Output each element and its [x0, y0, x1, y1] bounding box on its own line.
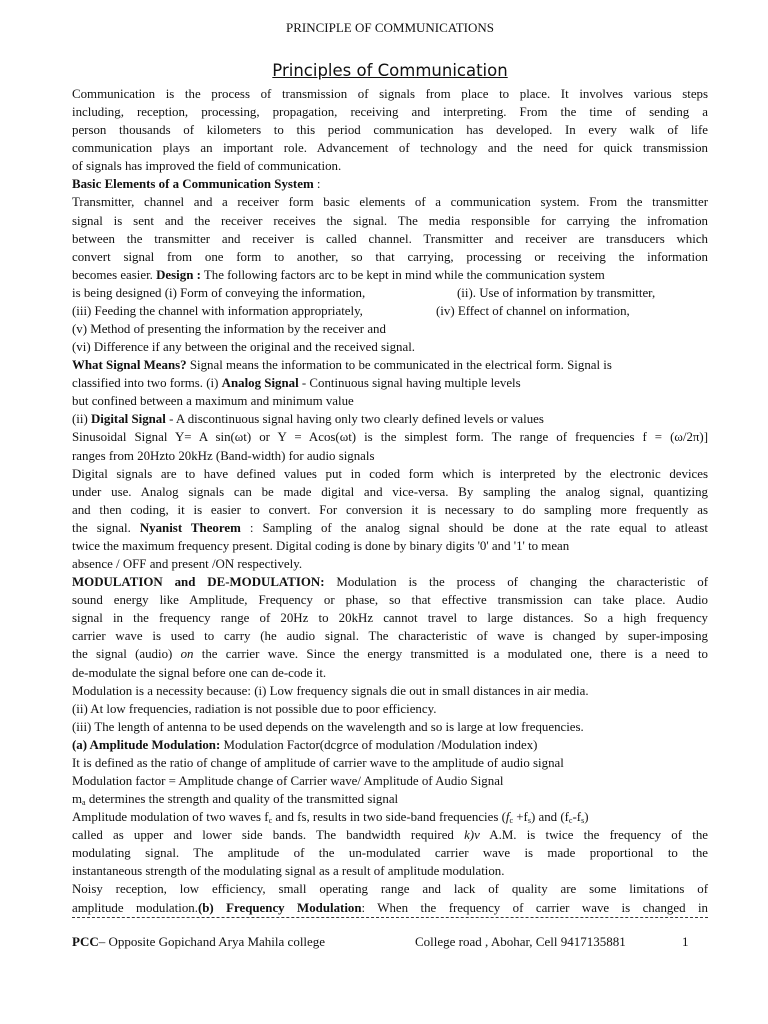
paragraph-line: instantaneous strength of the modulating signal as a result of amplitude modulation. — [72, 864, 505, 879]
paragraph-line: person thousands of kilometers to this period communication has developed. In every walk of life — [72, 123, 708, 138]
paragraph-line: Digital signals are to have defined values put in coded form which is interpreted by the electronic devices — [72, 466, 708, 481]
footer-address: College road , Abohar, Cell 9417135881 — [415, 934, 626, 949]
text-run: k)v — [464, 828, 480, 843]
subscript: s — [527, 816, 531, 826]
signal-label: What Signal Means? — [72, 358, 187, 373]
text-run: : Sampling of the analog signal should be done at the rate equal to atleast — [240, 520, 708, 535]
text-run: Modulation Factor(dcgrce of modulation /Modulation index) — [220, 737, 538, 752]
factor-i: is being designed (i) Form of conveying the information, — [72, 285, 366, 300]
factor-v: (v) Method of presenting the information by the receiver and — [72, 322, 386, 337]
text-run: A.M. is twice the frequency of the — [479, 828, 708, 843]
paragraph-line: Modulation is a necessity because: (i) Low frequency signals die out in small distances in air media. — [72, 683, 589, 698]
subscript: c — [268, 816, 273, 826]
paragraph-line: Sinusoidal Signal Y= A sin(ωt) or Y = Acos(ωt) is the simplest form. The range of frequencies f = (ω/2π)] — [72, 430, 708, 445]
digital-signal-label: Digital Signal — [90, 412, 166, 427]
text-run: Amplitude modulation of two waves f — [72, 810, 269, 825]
text-run: on — [180, 647, 194, 662]
paragraph-line: of signals has improved the field of communication. — [72, 159, 342, 174]
heading-colon: : — [313, 177, 321, 192]
signal-line — [72, 356, 708, 374]
am-line — [72, 808, 708, 826]
section-heading-line — [72, 175, 708, 193]
design-label: Design : — [156, 267, 201, 282]
factor-ii: (ii). Use of information by transmitter, — [457, 285, 656, 300]
text-run: amplitude modulation. — [72, 900, 198, 915]
modulation-line — [72, 645, 708, 663]
basic-elements-heading: Basic Elements of a Communication System — [72, 177, 314, 192]
am-line — [72, 899, 708, 917]
signal-line — [72, 374, 708, 392]
subscript: c — [509, 816, 514, 826]
text-run: - A discontinuous signal having only two clearly defined levels or values — [165, 412, 544, 427]
am-line — [72, 826, 708, 844]
text-run: classified into two forms. (i) — [72, 376, 222, 391]
text-run: m — [72, 792, 83, 807]
paragraph-line: twice the maximum frequency present. Digital coding is done by binary digits '0' and '1' to mean — [72, 538, 570, 553]
text-run: ) — [584, 810, 589, 825]
paragraph-line: (iii) The length of antenna to be used depends on the wavelength and so is large at low frequencies. — [72, 719, 584, 734]
text-run: (ii) — [72, 412, 91, 427]
text-run: becomes easier. — [72, 267, 157, 282]
modulation-label: MODULATION and DE-MODULATION: — [72, 575, 325, 590]
paragraph-line: Communication is the process of transmission of signals from place to place. It involves various steps — [72, 87, 708, 101]
signal-line — [72, 410, 708, 428]
factor-line — [72, 284, 708, 302]
paragraph-line: modulating signal. The amplitude of the un-modulated carrier wave is made proportional to the — [72, 846, 708, 861]
paragraph-line: sound energy like Amplitude, Frequency or phase, so that effective transmission can take place. Audio — [72, 593, 708, 608]
paragraph-line: including, reception, processing, propagation, receiving and interpreting. From the time of sending a — [72, 105, 708, 120]
paragraph-line: but confined between a maximum and minimum value — [72, 394, 354, 409]
paragraph-line: under use. Analog signals can be made digital and vice-versa. By sampling the analog signal, quantizing — [72, 484, 708, 499]
text-run: - Continuous signal having multiple levels — [298, 376, 521, 391]
factor-vi: (vi) Difference if any between the original and the received signal. — [72, 340, 416, 355]
document-page — [72, 0, 708, 1024]
text-run: : When the frequency of carrier wave is changed in — [361, 900, 708, 915]
modulation-line — [72, 573, 708, 591]
paragraph-line: communication plays an important role. Advancement of technology and the need for quick transmission — [72, 141, 708, 156]
paragraph-line: Modulation factor = Amplitude change of Carrier wave/ Amplitude of Audio Signal — [72, 773, 504, 788]
text-run: and fs, results in two side-band frequencies ( — [272, 810, 506, 825]
paragraph-line: carrier wave is used to carry (he audio signal. The characteristic of wave is changed by super-imposing — [72, 629, 708, 644]
paragraph-line: It is defined as the ratio of change of amplitude of carrier wave to the amplitude of audio signal — [72, 755, 564, 770]
subscript: c — [568, 816, 573, 826]
text-run: f — [505, 810, 510, 825]
paragraph-line: and then coding, it is easier to convert. For conversion it is necessary to do sampling more frequently as — [72, 502, 708, 517]
frequency-modulation-label: (b) Frequency Modulation — [197, 900, 362, 915]
footer-left-text: – Opposite Gopichand Arya Mahila college — [98, 934, 326, 949]
text-run: +f — [513, 810, 528, 825]
text-run: called as upper and lower side bands. The bandwidth required — [72, 828, 465, 843]
text-run: the signal. — [72, 520, 140, 535]
paragraph-line: de-modulate the signal before one can de-code it. — [72, 665, 327, 680]
paragraph-line: (ii) At low frequencies, radiation is not possible due to poor efficiency. — [72, 701, 437, 716]
text-run: Modulation is the process of changing the characteristic of — [324, 575, 708, 590]
analog-signal-label: Analog Signal — [221, 376, 299, 391]
text-run: The following factors arc to be kept in mind while the communication system — [200, 267, 605, 282]
amplitude-modulation-label: (a) Amplitude Modulation: — [72, 737, 221, 752]
factor-iv: (iv) Effect of channel on information, — [436, 303, 630, 318]
footer-left — [72, 934, 326, 950]
paragraph-line: ranges from 20Hzto 20kHz (Band-width) for audio signals — [72, 448, 375, 463]
document-body — [72, 85, 708, 917]
text-run: the signal (audio) — [72, 647, 181, 662]
paragraph-line: Transmitter, channel and a receiver form basic elements of a communication system. From the transmitter — [72, 195, 708, 210]
running-header: PRINCIPLE OF COMMUNICATIONS — [285, 20, 495, 35]
paragraph-line: convert signal from one form to another, so that carrying, processing or receiving the information — [72, 249, 708, 264]
text-run: determines the strength and quality of the transmitted signal — [85, 792, 399, 807]
factor-iii: (iii) Feeding the channel with information appropriately, — [72, 303, 363, 318]
subscript: s — [581, 816, 585, 826]
page-title: Principles of Communication — [272, 61, 508, 80]
subscript: a — [82, 798, 86, 808]
nyanist-theorem-label: Nyanist Theorem — [139, 520, 241, 535]
am-line — [72, 790, 708, 808]
text-run: ) and (f — [530, 810, 569, 825]
paragraph-line: signal in the frequency range of 20Hz to 20kHz cannot travel to large distances. So a high frequency — [72, 611, 708, 626]
footer-pcc: PCC — [72, 934, 99, 949]
factor-line — [72, 302, 708, 320]
paragraph-line: signal is sent and the receiver receives the signal. The media responsible for carrying the infromation — [72, 213, 708, 228]
paragraph-line: absence / OFF and present /ON respectively. — [72, 557, 303, 572]
footer-divider — [72, 917, 708, 918]
text-run: Signal means the information to be communicated in the electrical form. Signal is — [186, 358, 612, 373]
page-number: 1 — [682, 934, 689, 949]
paragraph-line: between the transmitter and receiver is called channel. Transmitter and receiver are transducers which — [72, 231, 708, 246]
design-line — [72, 266, 708, 284]
text-run: -f — [572, 810, 582, 825]
am-line — [72, 736, 708, 754]
signal-line — [72, 519, 708, 537]
paragraph-line: Noisy reception, low efficiency, small operating range and lack of quality are some limitations of — [72, 882, 708, 897]
text-run: the carrier wave. Since the energy transmitted is a modulated one, there is a need to — [193, 647, 708, 662]
